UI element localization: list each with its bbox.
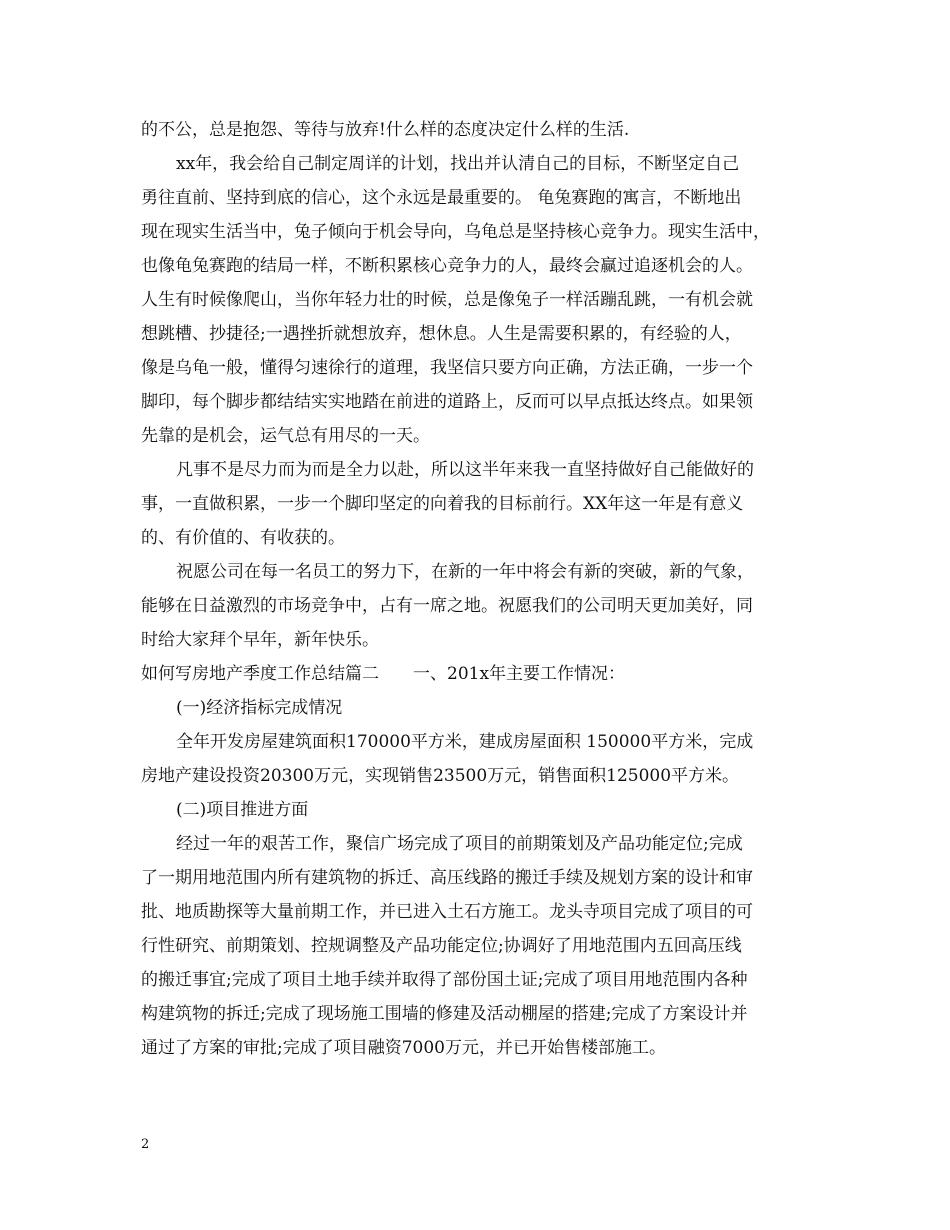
- text-line: 能够在日益激烈的市场竞争中，占有一席之地。祝愿我们的公司明天更加美好，同: [141, 596, 753, 616]
- text-line: 了一期用地范围内所有建筑物的拆迁、高压线路的搬迁手续及规划方案的设计和审: [141, 868, 753, 888]
- text-line: 凡事不是尽力而为而是全力以赴，所以这半年来我一直坚持做好自己能做好的: [176, 460, 754, 480]
- text-line: xx年，我会给自己制定周详的计划，找出并认清自己的目标，不断坚定自己: [176, 154, 740, 174]
- page-number: 2: [141, 1137, 150, 1152]
- text-line: 像是乌龟一般，懂得匀速徐行的道理，我坚信只要方向正确，方法正确，一步一个: [141, 358, 753, 378]
- text-line: 构建筑物的拆迁;完成了现场施工围墙的修建及活动棚屋的搭建;完成了方案设计并: [141, 1004, 748, 1024]
- text-line: (一)经济指标完成情况: [176, 698, 343, 718]
- text-line: 勇往直前、坚持到底的信心，这个永远是最重要的。 龟兔赛跑的寓言，不断地出: [141, 188, 742, 208]
- text-line: 脚印，每个脚步都结结实实地踏在前进的道路上，反而可以早点抵达终点。如果领: [141, 392, 753, 412]
- text-line: 也像龟兔赛跑的结局一样，不断积累核心竞争力的人，最终会赢过追逐机会的人。: [141, 256, 753, 276]
- document-body: [141, 113, 831, 1065]
- text-line: 的、有价值的、有收获的。: [141, 528, 345, 548]
- text-line: 人生有时候像爬山，当你年轻力壮的时候，总是像兔子一样活蹦乱跳，一有机会就: [141, 290, 753, 310]
- text-line: 事，一直做积累，一步一个脚印坚定的向着我的目标前行。XX年这一年是有意义: [141, 494, 744, 514]
- text-line: 批、地质勘探等大量前期工作，并已进入土石方施工。龙头寺项目完成了项目的可: [141, 902, 753, 922]
- text-line: (二)项目推进方面: [176, 800, 309, 820]
- text-line: 行性研究、前期策划、控规调整及产品功能定位;协调好了用地范围内五回高压线: [141, 936, 742, 956]
- text-line: 时给大家拜个早年，新年快乐。: [141, 630, 379, 650]
- text-line: 的搬迁事宜;完成了项目土地手续并取得了部份国土证;完成了项目用地范围内各种: [141, 970, 748, 990]
- text-line: 经过一年的艰苦工作，聚信广场完成了项目的前期策划及产品功能定位;完成: [176, 834, 743, 854]
- text-line: 全年开发房屋建筑面积170000平方米，建成房屋面积 150000平方米，完成: [176, 732, 754, 752]
- text-line: 如何写房地产季度工作总结篇二 一、201x年主要工作情况：: [141, 664, 626, 684]
- text-line: 的不公，总是抱怨、等待与放弃!什么样的态度决定什么样的生活.: [141, 120, 630, 140]
- text-line: 想跳槽、抄捷径;一遇挫折就想放弃，想休息。人生是需要积累的，有经验的人，: [141, 324, 742, 344]
- text-line: 祝愿公司在每一名员工的努力下，在新的一年中将会有新的突破，新的气象，: [176, 562, 754, 582]
- text-line: 通过了方案的审批;完成了项目融资7000万元，并已开始售楼部施工。: [141, 1038, 666, 1058]
- text-line: 先靠的是机会，运气总有用尽的一天。: [141, 426, 430, 446]
- text-line: 房地产建设投资20300万元，实现销售23500万元，销售面积125000平方米。: [141, 766, 740, 786]
- text-line: 现在现实生活当中，兔子倾向于机会导向，乌龟总是坚持核心竞争力。现实生活中，: [141, 222, 770, 242]
